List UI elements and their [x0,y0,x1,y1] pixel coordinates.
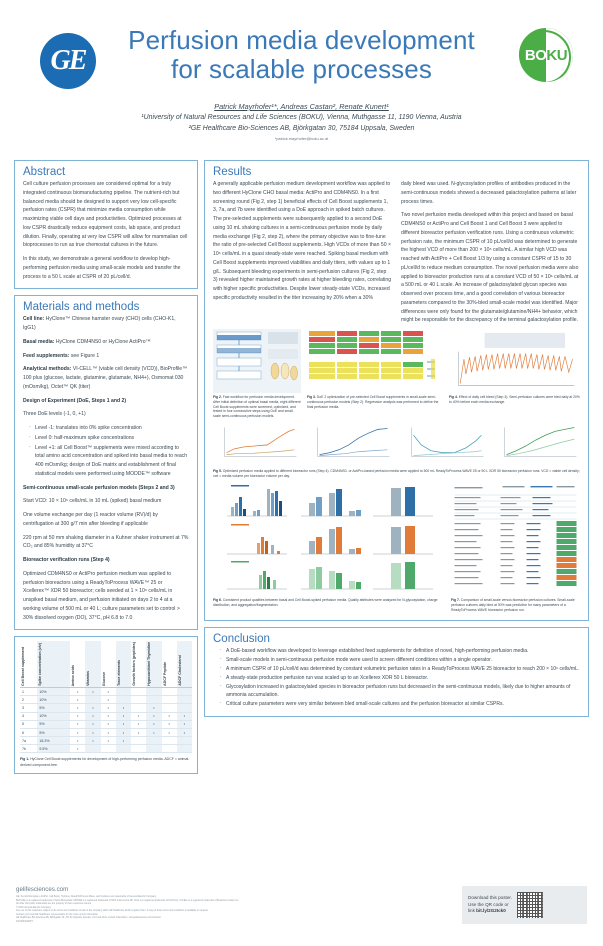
results-body [205,180,588,620]
results-text-column-1 [213,180,392,325]
col-header-amino-acids [70,641,85,687]
bioreactor-heading [23,556,189,565]
cell-mark: • [116,728,131,736]
col-header-hypoxanthine-label: Hypoxanthine/ Thymidine [147,642,152,686]
cell-mark: • [177,720,192,728]
basal-media-entry [23,338,189,347]
results-heading: Results [213,166,252,178]
results-paragraph-1: A generally applicable perfusion medium development workflow was applied to two different HyClone CHO basal media: ActiPro and CDM4NS0. In a first screening round (Fig 2, step 1) beneficial effects of Cell Boost supplements 1, 3, 7a, and 7b were identified using a DoE approach in spiked batch cultures. The pre-selected supplements were subsequently applied to a second DoE using 10 mL shaking cultures in a semi-continuous perfusion mode by daily media exchange (Fig 2, step 2), where the primary objective was to fine-tune the ratio of pre-selected Cell Boost supplements. High VCDs of more than 50 × 10⁶ cells/mL in a quasi steady-state were reached. Spiking basal medium with Cell Boost supplements improved viabilities and daily titers, with values up to 1 g/L. Subsequent bleeding experiments in semi-perfusion cultures (Fig 2, step 3) revealed higher maintained growth rates at higher bleeding rates, correlating with higher specific productivities. Despite lower steady-state VCDs, increased specific productivity resulted in the titer increasing by 20% when a 30% [213,181,392,301]
col-header-growth-factors [131,641,146,687]
cell-mark [146,687,161,695]
figure-2 [213,329,301,419]
table-row [20,712,192,720]
cell-mark [131,737,146,745]
col-header-concentration-label: Spike concentration (v/v) [38,643,43,686]
table-row [20,720,192,728]
conclusion-item: · Small-scale models in semi-continuous perfusion mode were used to screen different conditions within a single operator. [221,656,580,664]
cell-mark: • [177,728,192,736]
cell-mark: • [85,704,100,712]
figure-4-image [449,329,580,393]
cell-mark: • [85,728,100,736]
semi-heading [23,484,189,493]
figure-2-caption [213,395,301,419]
cell-supplement-id: 4 [20,712,37,720]
semi-heading-text: Semi-continuous small-scale perfusion models (Steps 2 and 3) [23,484,175,491]
figure-4-caption-text: Effect of daily cell bleed (Step 3). Semi-perfusion cultures were bled daily at 20% to 40% before each media exchange. [449,395,580,404]
semi-item: 220 rpm at 50 mm shaking diameter in a Kuhner shaker instrument at 7% CO₂ and 85% humidity at 37°C [23,534,189,550]
col-header-adcf-peptide [162,641,177,687]
cell-mark: • [116,712,131,720]
cell-mark [177,696,192,704]
legal-line: All other third party trademarks are the property of their respective owners. [16,903,92,906]
semi-item: One volume exchange per day (1 reactor volume (RV)/d) by centrifugation at 300 g/7 min after bleeding if applicable [23,512,158,527]
qr-instructions [468,895,512,916]
cell-mark: • [70,728,85,736]
cell-concentration: 5% [37,720,70,728]
cell-mark [177,737,192,745]
cell-supplement-id: 1 [20,687,37,695]
figure-7 [451,483,580,613]
qr-line-2: Use the QR code or [468,901,509,907]
conclusion-item: · A DoE-based workflow was developed to leverage established feed supplements for definition of novel, high-performing perfusion media. [221,647,580,655]
basal-media-text: HyClone CDM4NS0 or HyClone ActiPro™ [54,338,151,345]
cell-mark: • [146,720,161,728]
figure-2-image [213,329,301,393]
table-row [20,696,192,704]
figure-5-caption [213,469,580,479]
doe-heading-text: Design of Experiment (DoE, Steps 1 and 2) [23,397,127,404]
cell-mark: • [70,696,85,704]
cell-line-entry [23,315,189,333]
boku-bo: BO [524,46,547,64]
figure-2-caption-text: Fast workflow for perfusion media development. After initial definition of optimal basal media, eight different Cell Boost supplements were screened, optimized, and tested in four consecutive steps using DoE and small-scale semi-continuous perfusion models. [213,395,301,419]
cell-mark: • [131,720,146,728]
col-header-trace-elements [116,641,131,687]
legal-line: GE, the GE Monogram, ActiPro, Cell Boost, HyClone, ReadyToProcess Wave, and Xcellerex are trademarks of General Electric Company. [16,896,157,898]
doe-level-item: · Level -1: translates into 0% spike concentration [30,424,189,433]
figure-1-caption-text: HyClone Cell Boost supplements for development of high-performing perfusion media. ADCF = animal-derived component-free. [20,757,190,767]
cell-mark: • [85,720,100,728]
cell-concentration: 10% [37,712,70,720]
cell-mark: • [70,687,85,695]
table-row [20,737,192,745]
cell-mark [162,687,177,695]
qr-link-prefix: link [468,908,477,914]
abstract-paragraph-2: In this study, we demonstrate a general workflow to develop high-performing perfusion media using small-scale models and transfer the process to a 50 L scale at CSPR of 20 pL/cell/d. [23,256,181,280]
results-paragraph-3: Two novel perfusion media developed within this project and based on basal CDM4NS0 or ActiPro and Cell Boost 1 and Cell Boost 3 were applied to different bioreactor perfusion verification runs. Using a continuous volumetric perfusion rate, the minimum CSPR of 10 pL/cell/d was determined to generate the highest VCD of more than 200 × 10⁶ cells/mL. A similar high VCD was reached with ActiPro + Cell Boost 1/3 by using a constant CSPR of 15 to 30 pL/cell/d to reduce medium consumption. The novel perfusion media were also applied to bioreactor production runs at a constant VCD of 50 × 10⁶ cells/mL at a 500 mL or 40 L scale. An increase of galactosylated glycan species was observed over process time, and a good correlation of various bioreactor parameters compared to the 30%-bled small-scale model was identified. Major differences were only found for the glutamate/glutamine/NH4+ behavior, which might be responsible for the discrepancy of the terminal galactosylation profile. [401,212,579,324]
cell-mark [85,745,100,753]
cell-mark: • [116,737,131,745]
corresponding-email: *patrick.mayrhofer@boku.ac.at [274,136,329,141]
cell-mark [162,696,177,704]
cell-mark: • [85,687,100,695]
line-chart-orange-icon [213,423,300,463]
footer [16,886,366,924]
cell-mark [162,737,177,745]
cell-mark [177,704,192,712]
table-row [20,704,192,712]
cell-mark [131,745,146,753]
col-header-vitamins-label: Vitamins [86,671,91,686]
legal-line: © 2019 General Electric Company. [16,906,52,909]
col-header-amino-acids-label: Amino acids [71,664,76,686]
materials-panel [14,295,198,630]
legal-line: Contact your local GE Healthcare representative for the most current information. [16,913,99,916]
cell-mark: • [70,704,85,712]
cell-mark [131,696,146,704]
table-row [20,745,192,753]
cell-mark [85,696,100,704]
basal-media-label: Basal media: [23,338,55,345]
cell-mark [177,745,192,753]
cell-mark: • [101,704,116,712]
table-body [20,687,192,753]
cell-concentration: 10% [37,696,70,704]
quality-bar-charts-icon [213,483,445,593]
cell-mark: • [70,712,85,720]
col-header-vitamins [85,641,100,687]
boku-wordmark [525,47,567,64]
figure-6-charts [213,483,445,597]
col-header-glucose-label: Glucose [101,671,106,686]
qr-line-1: Download this poster. [468,894,512,900]
cell-mark: • [70,720,85,728]
ge-monogram: GE [50,45,86,76]
cell-mark [146,737,161,745]
cell-mark [101,745,116,753]
results-paragraph-2: daily bleed was used. N-glycosylation profiles of antibodies produced in the semi-continuous models showed a decreased galactosylation patterns at later process times. [401,181,577,205]
cell-mark: • [162,728,177,736]
table-row [20,687,192,695]
legal-line: BioProfile is a registered trademark of Nova Biomedical. MODDE is a registered trademark of MKS Instruments AB. Octet is a registered trademark of Pall Corp. VI-CELL is a registered trademark of Beckman Coulter Inc. [16,899,240,902]
cell-mark [162,745,177,753]
cell-mark: • [85,712,100,720]
results-text-columns [213,180,580,325]
materials-body [15,315,197,629]
figure-6-caption-text: Consistent product qualities between basal and Cell Boost-spiked perfusion media. Quality attributes were analyzed for N-glycosylation, charge distribution, and aggregation/fragmentation. [213,598,438,608]
conclusion-item: · A steady-state production perfusion run was scaled up to an Xcellerex XDR 50 L bioreactor. [221,674,580,682]
feed-text: see Figure 1 [69,352,100,359]
col-header-adcf-cholesterol-label: ADCF Cholesterol [177,655,182,686]
figure-5-caption-label: Fig 5. [213,468,222,473]
figure-7-caption-text: Comparison of small-scale versus bioreactor perfusion cultures. Small-scale perfusion cultures daily bled at 30% was predictive for many parameters of a ReadyToProcess WAVE bioreactor perfusion run. [451,598,575,612]
cell-mark [131,687,146,695]
cell-mark: • [162,720,177,728]
cell-mark [177,687,192,695]
figure-6-caption [213,598,445,608]
cell-concentration: 18.3% [37,737,70,745]
cell-concentration: 10% [37,687,70,695]
figure-5-charts [213,423,580,467]
page-title [0,26,603,85]
cell-boost-table [20,641,192,753]
abstract-body [15,180,197,288]
figure-7-caption [451,598,580,612]
cell-concentration: 5% [37,728,70,736]
col-header-hypoxanthine [146,641,161,687]
cell-mark: • [101,720,116,728]
cell-mark [146,745,161,753]
cell-supplement-id: 2 [20,696,37,704]
cell-mark [116,745,131,753]
figure-7-table-image [451,483,580,597]
figure-3-caption [307,395,443,409]
figure-5-chart-2 [306,423,393,467]
cell-supplement-id: 7b [20,745,37,753]
cell-mark: • [162,712,177,720]
figure-3 [307,329,443,419]
legal-line: Any use of this material is subject to the terms and conditions of sale of the company within GE Healthcare which supplies them. A copy of those terms and conditions is available on request. [16,910,209,913]
cell-mark: • [101,696,116,704]
right-column [204,160,589,717]
cell-mark: • [101,712,116,720]
col-header-adcf-cholesterol [177,641,192,687]
legal-line: GE Healthcare Bio-Sciences AB, Björkgatan 30, 751 84 Uppsala, Sweden. For local office contact information, visit gelifesciences.com/contact. [16,917,162,920]
boku-logo [519,28,573,82]
abstract-paragraph-1: Cell culture perfusion processes are considered optimal for a truly integrated continuous biomanufacturing pipeline. The nutrient-rich but balanced media should be designed to support very low cell-specific perfusion rates (CSPR) that minimize media consumption while maximizing viable cell days and productivities. Optimized processes at low CSPR drastically reduce equipment costs, lab space, and product dilution. Finally, operating at very low CSPR will allow for mammalian cell bioprocesses to run as true chemostat cultures in the future. [23,181,188,249]
figure-3-caption-text: DoE 2 optimization of pre-selected Cell Boost supplements in small-scale semi-continuous perfusion models (Step 2). Regression analysis was performed to define the final perfusion media. [307,395,439,409]
figure-4-caption [449,395,580,405]
affiliation-2: ²GE Healthcare Bio-Sciences AB, Björkgatan 30, 75184 Uppsala, Sweden [188,125,415,133]
cell-mark: • [177,712,192,720]
col-header-trace-elements-label: Trace elements [116,660,121,686]
comparison-table-icon [451,483,580,593]
cell-mark: • [131,712,146,720]
line-chart-green-icon [493,423,580,463]
abstract-panel [14,160,198,289]
qr-download-box[interactable] [462,886,587,924]
col-header-concentration [37,641,70,687]
feed-entry [23,352,189,361]
conclusion-panel [204,627,589,718]
boku-ku: KU [546,46,568,64]
doe-level-item: · Level 0: half-maximum spike concentrations [30,434,189,443]
doe-heatmap-icon [307,329,443,393]
cell-line-label: Cell line: [23,316,45,323]
affiliations [0,112,603,134]
cell-mark: • [70,737,85,745]
analytical-label: Analytical methods: [23,366,72,373]
cell-concentration: 9.5% [37,745,70,753]
figure-2-caption-label: Fig 2. [213,395,222,399]
table-row [20,728,192,736]
conclusion-body [205,647,588,717]
cell-mark [146,696,161,704]
figure-row-top [213,329,580,419]
doe-level-item: · Level +1: all Cell Boost™ supplements were mixed according to total amino acid concentration and spiked into basal media to reach 400 mOsm/kg; design of DoE matrix and establishment of final statistical models were performed using MODDE™ software [30,444,189,479]
cell-mark [116,687,131,695]
col-header-adcf-peptide-label: ADCF Peptide [162,662,167,686]
cell-mark: • [116,720,131,728]
figure-3-caption-label: Fig 3. [307,395,316,399]
cell-mark: • [146,728,161,736]
qr-code-icon[interactable] [517,892,543,918]
footer-legal-text [16,896,366,924]
figure-7-caption-label: Fig 7. [451,598,460,603]
figure-5-chart-1 [213,423,300,467]
workflow-diagram-icon [213,329,301,393]
materials-heading: Materials and methods [23,301,140,314]
cell-mark [162,704,177,712]
affiliation-1: ¹University of Natural Resources and Life Sciences (BOKU), Vienna, Muthgasse 11, 1190 Vienna, Austria [141,114,462,121]
cell-mark: • [146,704,161,712]
cell-supplement-id: 5 [20,720,37,728]
cell-mark: • [101,687,116,695]
figure-5-caption-text: Optimized perfusion media applied to different bioreactor runs (Step 4). CDM4NS0- or ActiPro-based perfusion media were applied to 500 mL ReadyToProcess WAVE 25 or 50 L XDR 50 bioreactor perfusion runs. VCD = viable cell density; vvd = media volume per bioreactor volume per day. [213,468,580,478]
figure-1-caption-label: Fig 1. [20,757,30,762]
figure-4 [449,329,580,419]
feed-label: Feed supplements: [23,352,70,359]
figure-5 [213,423,580,478]
cell-mark: • [85,737,100,745]
footer-website[interactable]: gelifesciences.com [16,886,69,893]
col-header-glucose [101,641,116,687]
col-header-growth-factors-label: Growth factors (peptides) [132,642,137,686]
conclusion-list [213,647,580,709]
col-header-supplement-label: Cell Boost supplement [21,647,25,686]
qr-link[interactable]: bit.ly/2G2Ick0 [476,908,506,914]
cell-concentration: 5% [37,704,70,712]
figure-5-chart-3 [400,423,487,467]
authors-text: Patrick Mayrhofer¹*, Andreas Castan², Renate Kunert¹ [214,102,389,111]
table-header-row [20,641,192,687]
conclusion-item: · Glycosylation increased in galactosylated species in bioreactor perfusion runs but decreased in the semi-continuous models, likely due to higher amounts of ammonia accumulation. [221,683,580,699]
semi-item: Start VCD: 10 × 10⁶ cells/mL in 10 mL (spiked) basal medium [23,498,162,505]
title-line-1: Perfusion media development [128,25,475,55]
cell-boost-table-panel [14,636,198,773]
bleed-sawtooth-chart-icon [449,329,580,393]
figure-6 [213,483,445,613]
cell-mark: • [116,704,131,712]
cell-mark: • [146,712,161,720]
cell-supplement-id: 7a [20,737,37,745]
cell-supplement-id: 3 [20,704,37,712]
title-line-2: for scalable processes [171,54,432,85]
cell-mark [131,704,146,712]
legal-line: KA7000/2020PT [16,920,33,923]
bioreactor-heading-text: Bioreactor verification runs (Step 4) [23,557,110,563]
cell-mark: • [70,745,85,753]
table-head [20,641,192,687]
cell-line-text: HyClone™ Chinese hamster ovary (CHO) cells (CHO-K1, IgG1) [23,316,176,331]
abstract-heading: Abstract [23,166,66,178]
cell-mark: • [101,728,116,736]
qr-line-3 [468,908,512,915]
author-list [0,101,603,112]
cell-mark: • [101,737,116,745]
line-chart-blue-icon [306,423,393,463]
col-header-supplement [20,641,37,687]
doe-intro: Three DoE levels (-1, 0, +1) [23,411,86,418]
conclusion-item: · Critical culture parameters were very similar between bled small-scale cultures and the perfusion bioreactor at similar CSPRs. [221,700,580,708]
poster-header [0,0,603,160]
figure-6-7-row [213,483,580,613]
analytical-entry [23,365,189,391]
conclusion-heading: Conclusion [213,632,270,645]
figure-4-caption-label: Fig 4. [449,395,458,399]
line-chart-teal-icon [400,423,487,463]
cell-supplement-id: 6 [20,728,37,736]
figure-1-caption [20,757,192,767]
figure-3-image [307,329,443,393]
results-panel [204,160,589,621]
conclusion-item: · A minimum CSPR of 10 pL/cell/d was determined by constant volumetric perfusion rates in a ReadyToProcess WAVE 25 bioreactor to reach 200 × 10⁶ cells/mL. [221,665,580,673]
results-text-column-2 [401,180,580,325]
doe-level-list [23,424,189,479]
left-column [14,160,198,774]
figure-5-chart-4 [493,423,580,467]
figure-6-caption-label: Fig 6. [213,598,222,603]
cell-mark: • [131,728,146,736]
bioreactor-text: Optimized CDM4NS0 or ActiPro perfusion medium was applied to perfusion bioreactors using a ReadyToProcess WAVE™ 25 or Xcellerex™ XDR 50 bioreactor; cells seeded at 1 × 10⁶ cells/mL in unspiked basal medium, and perfusion initiated on days 2 to 4 at a working volume of 500 mL or 40 L; culture parameters set to control > 30% dissolved oxygen (DO), 37°C, pH 6.8 to 7.0 [23,570,180,621]
cell-mark [116,696,131,704]
doe-heading [23,397,189,406]
analytical-text: VI-CELL™ (viable cell density (VCD)), BioProfile™ 100 plus (glucose, lactate, glutamine, glutamate, NH4+), Osmomat 030 (mOsm/kg), Octet™ QK (titer) [23,366,188,390]
